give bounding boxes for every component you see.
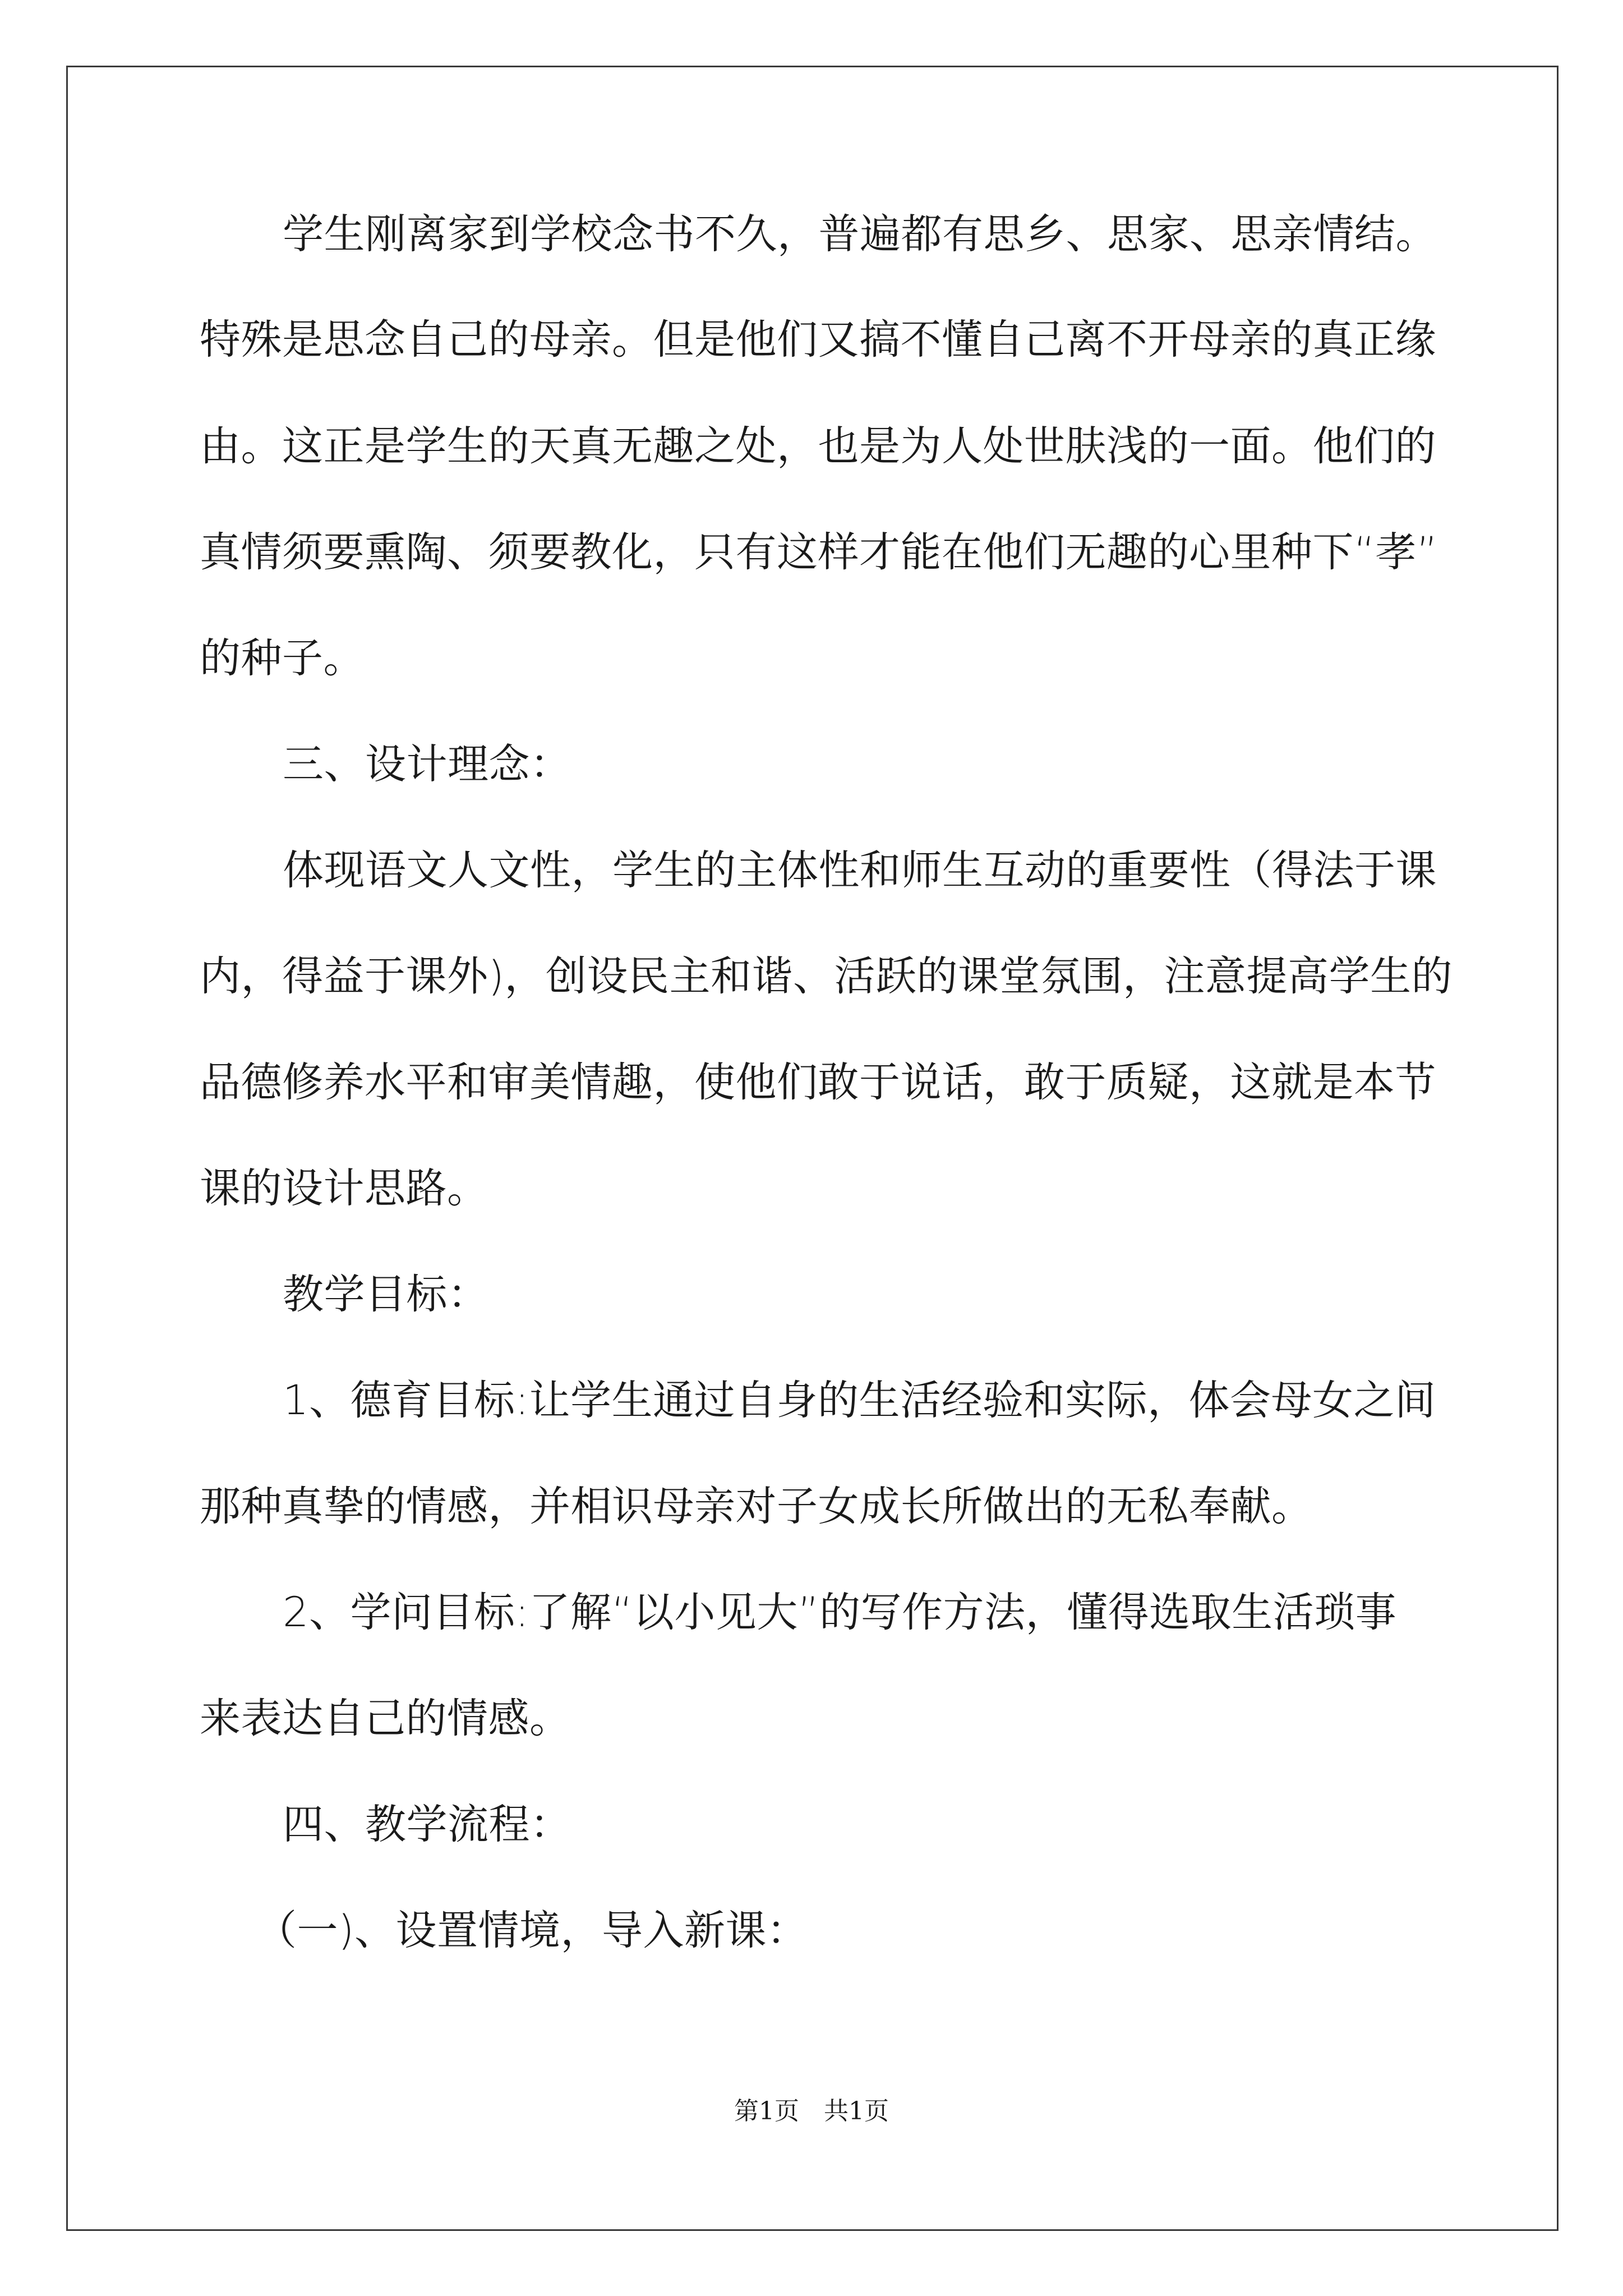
paragraph-line: 学生刚离家到学校念书不久，普遍都有思乡、思家、思亲情结。 xyxy=(283,210,1437,258)
paragraph-line: 体现语文人文性，学生的主体性和师生互动的重要性（得法于课 xyxy=(283,846,1437,894)
paragraph-line: 品德修养水平和审美情趣，使他们敢于说话，敢于质疑，这就是本节 xyxy=(200,1059,1436,1106)
paragraph-line: 来表达自己的情感。 xyxy=(200,1695,571,1742)
paragraph-line: 内，得益于课外)，创设民主和谐、活跃的课堂氛围，注意提高学生的 xyxy=(200,953,1453,1000)
paragraph-line: 特殊是思念自己的母亲。但是他们又搞不懂自己离不开母亲的真正缘 xyxy=(200,316,1436,364)
paragraph-line: 真情须要熏陶、须要教化，只有这样才能在他们无趣的心里种下“孝” xyxy=(200,528,1438,576)
page-footer: 第1页 共1页 xyxy=(734,2097,889,2125)
subsection-heading: （一)、设置情境，导入新课： xyxy=(256,1907,808,1954)
section-heading: 四、教学流程： xyxy=(283,1801,571,1848)
section-heading: 教学目标： xyxy=(283,1271,489,1318)
section-heading: 三、设计理念： xyxy=(283,740,571,788)
paragraph-line: 2、学问目标:了解“以小见大”的写作方法，懂得选取生活琐事 xyxy=(283,1589,1397,1636)
paragraph-line: 的种子。 xyxy=(200,634,365,682)
paragraph-line: 由。这正是学生的天真无趣之处，也是为人处世肤浅的一面。他们的 xyxy=(200,422,1436,470)
paragraph-line: 1、德育目标:让学生通过自身的生活经验和实际，体会母女之间 xyxy=(283,1377,1436,1424)
paragraph-line: 那种真挚的情感，并相识母亲对子女成长所做出的无私奉献。 xyxy=(200,1483,1313,1530)
paragraph-line: 课的设计思路。 xyxy=(200,1165,488,1212)
